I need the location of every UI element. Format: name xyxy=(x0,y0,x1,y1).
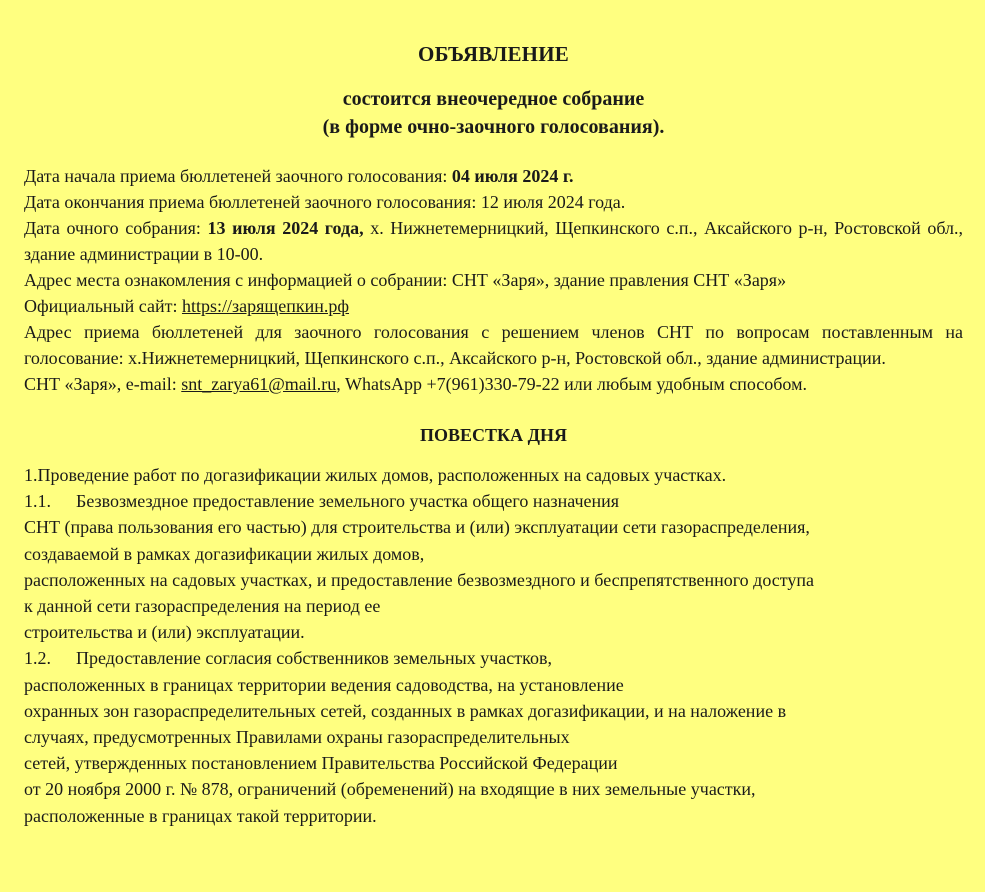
agenda-item-1-2-line: от 20 ноября 2000 г. № 878, ограничений (обременений) на входящие в них земельные участки, xyxy=(24,779,756,800)
start-date-line: Дата начала приема бюллетеней заочного голосования: 04 июля 2024 г. xyxy=(24,166,574,186)
site-link[interactable]: https://зарящепкин.рф xyxy=(181,296,350,316)
site-line: Официальный сайт: https://зарящепкин.рф xyxy=(24,296,350,316)
subtitle-line-2: (в форме очно-заочного голосования). xyxy=(322,116,665,138)
agenda-item-1: 1.Проведение работ по догазификации жилых домов, расположенных на садовых участках. xyxy=(24,465,727,485)
meeting-date-line: Дата очного собрания: 13 июля 2024 года, х. Нижнетемерницкий, Щепкинского с.п., Аксайского р-н, Ростовской обл., здание администрации в 10-00. xyxy=(24,218,964,264)
agenda-item-1-2-first: 1.2. Предоставление согласия собственников земельных участков, xyxy=(24,645,963,671)
agenda-item-1-1-line: расположенных на садовых участках, и предоставление безвозмездного и беспрепятственного доступа xyxy=(24,569,815,590)
email-link[interactable]: snt_zarya61@mail.ru xyxy=(181,374,337,394)
agenda-title: ПОВЕСТКА ДНЯ xyxy=(420,425,567,445)
end-date-line: Дата окончания приема бюллетеней заочного голосования: 12 июля 2024 года. xyxy=(24,192,626,212)
agenda-item-1-1-line: строительства и (или) эксплуатации. xyxy=(24,622,305,643)
agenda-item-1-1-first: 1.1. Безвозмездное предоставление земельного участка общего назначения xyxy=(24,488,963,514)
agenda-list xyxy=(24,462,963,829)
meeting-date: 13 июля 2024 года, xyxy=(207,218,364,238)
agenda-item-number: 1.1. xyxy=(24,491,51,512)
ballot-address-line: Адрес приема бюллетеней для заочного голосования с решением членов СНТ по вопросам поставленным на голосование: х.Нижнетемерницкий, Щепкинского с.п., Аксайского р-н, Ростовской обл., здание администрации. xyxy=(24,322,963,368)
agenda-item-1-2-line: расположенные в границах такой территории. xyxy=(24,805,377,826)
document-title: ОБЪЯВЛЕНИЕ xyxy=(418,42,569,66)
agenda-item-1-2-line: сетей, утвержденных постановлением Правительства Российской Федерации xyxy=(24,753,618,774)
agenda-item-1-2-line: расположенных в границах территории ведения садоводства, на установление xyxy=(24,674,624,695)
agenda-item-1-1-line: СНТ (права пользования его частью) для строительства и (или) эксплуатации сети газораспределения, xyxy=(24,517,810,538)
agenda-item-1-1-line: к данной сети газораспределения на период ее xyxy=(24,596,381,617)
agenda-item-1-1-line: создаваемой в рамках догазификации жилых домов, xyxy=(24,543,425,564)
agenda-item-1-2-line: случаях, предусмотренных Правилами охраны газораспределительных xyxy=(24,727,570,748)
meeting-info xyxy=(24,163,963,397)
subtitle-line-1: состоится внеочередное собрание xyxy=(342,88,645,110)
agenda-item-number: 1.2. xyxy=(24,648,51,669)
agenda-item-1-2-line: охранных зон газораспределительных сетей, созданных в рамках догазификации, и на наложение в xyxy=(24,700,787,721)
document-subtitle xyxy=(24,85,963,141)
contact-line: СНТ «Заря», e-mail: snt_zarya61@mail.ru, WhatsApp +7(961)330-79-22 или любым удобным способом. xyxy=(24,374,807,394)
start-date: 04 июля 2024 г. xyxy=(451,166,574,186)
info-address-line: Адрес места ознакомления с информацией о собрании: СНТ «Заря», здание правления СНТ «Заря» xyxy=(24,270,787,290)
